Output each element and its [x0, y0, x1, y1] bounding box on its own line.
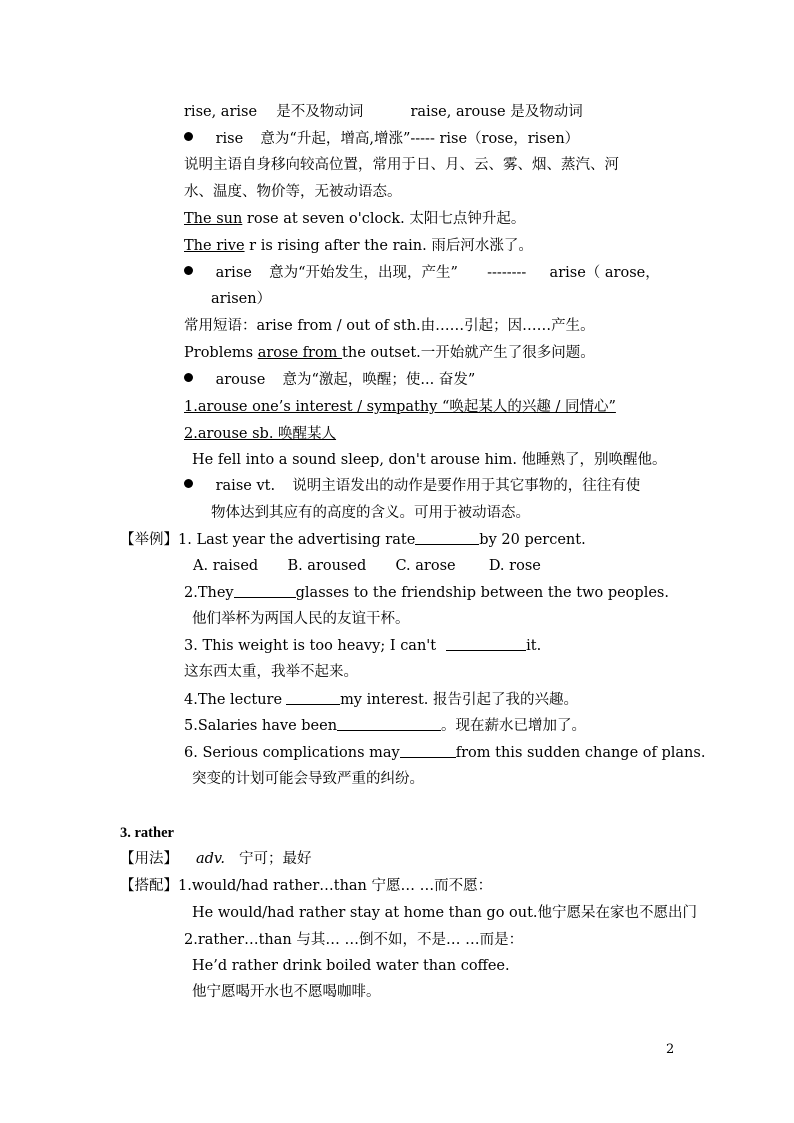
example-sentence: The sun rose at seven o'clock. 太阳七点钟升起。 [184, 211, 526, 227]
text-line: 水、温度、物价等，无被动语态。 [184, 184, 402, 200]
example-sentence: Problems arose from the outset.一开始就产生了很多问题。 [184, 345, 595, 361]
bullet-rise: rise 意为“升起，增高,增涨”----- rise（rose，risen） [184, 129, 579, 149]
options-row [193, 556, 541, 576]
line-intro [184, 102, 583, 122]
intro-label-a: 是不及物动词 [276, 104, 364, 120]
phrase-line: 1.arouse one’s interest / sympathy “唤起某人的兴趣 / 同情心” [184, 399, 616, 415]
bullet-icon [184, 266, 193, 275]
answer-blank [286, 691, 340, 705]
phrase-line: 2.arouse sb. 唤醒某人 [184, 426, 337, 442]
exercise-q3: 3. This weight is too heavy; I can't it. [184, 638, 542, 654]
option-c: C. arose [395, 558, 456, 574]
option-b: B. aroused [287, 558, 367, 574]
section-heading: 3. rather [120, 825, 174, 841]
collocation-line: 【搭配】1.would/had rather…than 宁愿… …而不愿： [120, 878, 493, 894]
intro-label-b: 是及物动词 [510, 104, 583, 120]
collocation-line: 2.rather…than 与其… …倒不如，不是… …而是： [184, 932, 524, 948]
text-line: 物体达到其应有的高度的含义。可用于被动语态。 [211, 505, 530, 521]
intro-words-b: raise, arouse [410, 104, 506, 120]
bullet-arouse: arouse 意为“激起，唤醒；使... 奋发” [184, 370, 475, 390]
option-a: A. raised [193, 558, 259, 574]
answer-blank [400, 744, 456, 758]
example-sentence: The rive r is rising after the rain. 雨后河水涨了。 [184, 238, 533, 254]
example-sentence: He fell into a sound sleep, don't arouse him. 他睡熟了，别唤醒他。 [192, 452, 667, 468]
bullet-icon [184, 373, 193, 382]
exercise-q2: 2.They glasses to the friendship between the two peoples. [184, 585, 669, 601]
usage-tag: 【用法】 [120, 851, 178, 867]
example-translation: 他宁愿喝开水也不愿喝咖啡。 [192, 984, 381, 1000]
answer-blank [446, 637, 526, 651]
bullet-icon [184, 479, 193, 488]
answer-blank [337, 717, 441, 731]
text-line: arisen） [211, 291, 272, 307]
example-sentence: He would/had rather stay at home than go out.他宁愿呆在家也不愿出门 [192, 905, 698, 921]
exercise-q5: 5.Salaries have been 。现在薪水已增加了。 [184, 718, 587, 734]
example-tag: 【举例】 [120, 532, 178, 548]
exercise-translation: 他们举杯为两国人民的友谊干杯。 [192, 611, 410, 627]
example-sentence: He’d rather drink boiled water than coffee. [192, 958, 510, 974]
bullet-raise: raise vt. 说明主语发出的动作是要作用于其它事物的，往往有使 [184, 476, 640, 496]
answer-blank [234, 584, 296, 598]
answer-blank [415, 531, 479, 545]
intro-words-a: rise, arise [184, 104, 258, 120]
page-number: 2 [666, 1042, 675, 1057]
exercise-q6: 6. Serious complications may from this sudden change of plans. [184, 745, 706, 761]
exercise-translation: 突变的计划可能会导致严重的纠纷。 [192, 771, 424, 787]
exercise-q4: 4.The lecture my interest. 报告引起了我的兴趣。 [184, 692, 578, 708]
exercise-q1: 【举例】1. Last year the advertising rate by 20 percent. [120, 532, 586, 548]
text-line: 说明主语自身移向较高位置，常用于日、月、云、雾、烟、蒸汽、河 [184, 157, 619, 173]
bullet-icon [184, 132, 193, 141]
bullet-arise: arise 意为“开始发生，出现，产生” -------- arise（ arose， [184, 263, 660, 283]
usage-line: 【用法】 adv. 宁可；最好 [120, 851, 312, 867]
option-d: D. rose [488, 558, 541, 574]
collocation-tag: 【搭配】 [120, 878, 178, 894]
exercise-translation: 这东西太重，我举不起来。 [184, 664, 358, 680]
phrase-line: 常用短语：arise from / out of sth.由……引起；因……产生。 [184, 318, 595, 334]
